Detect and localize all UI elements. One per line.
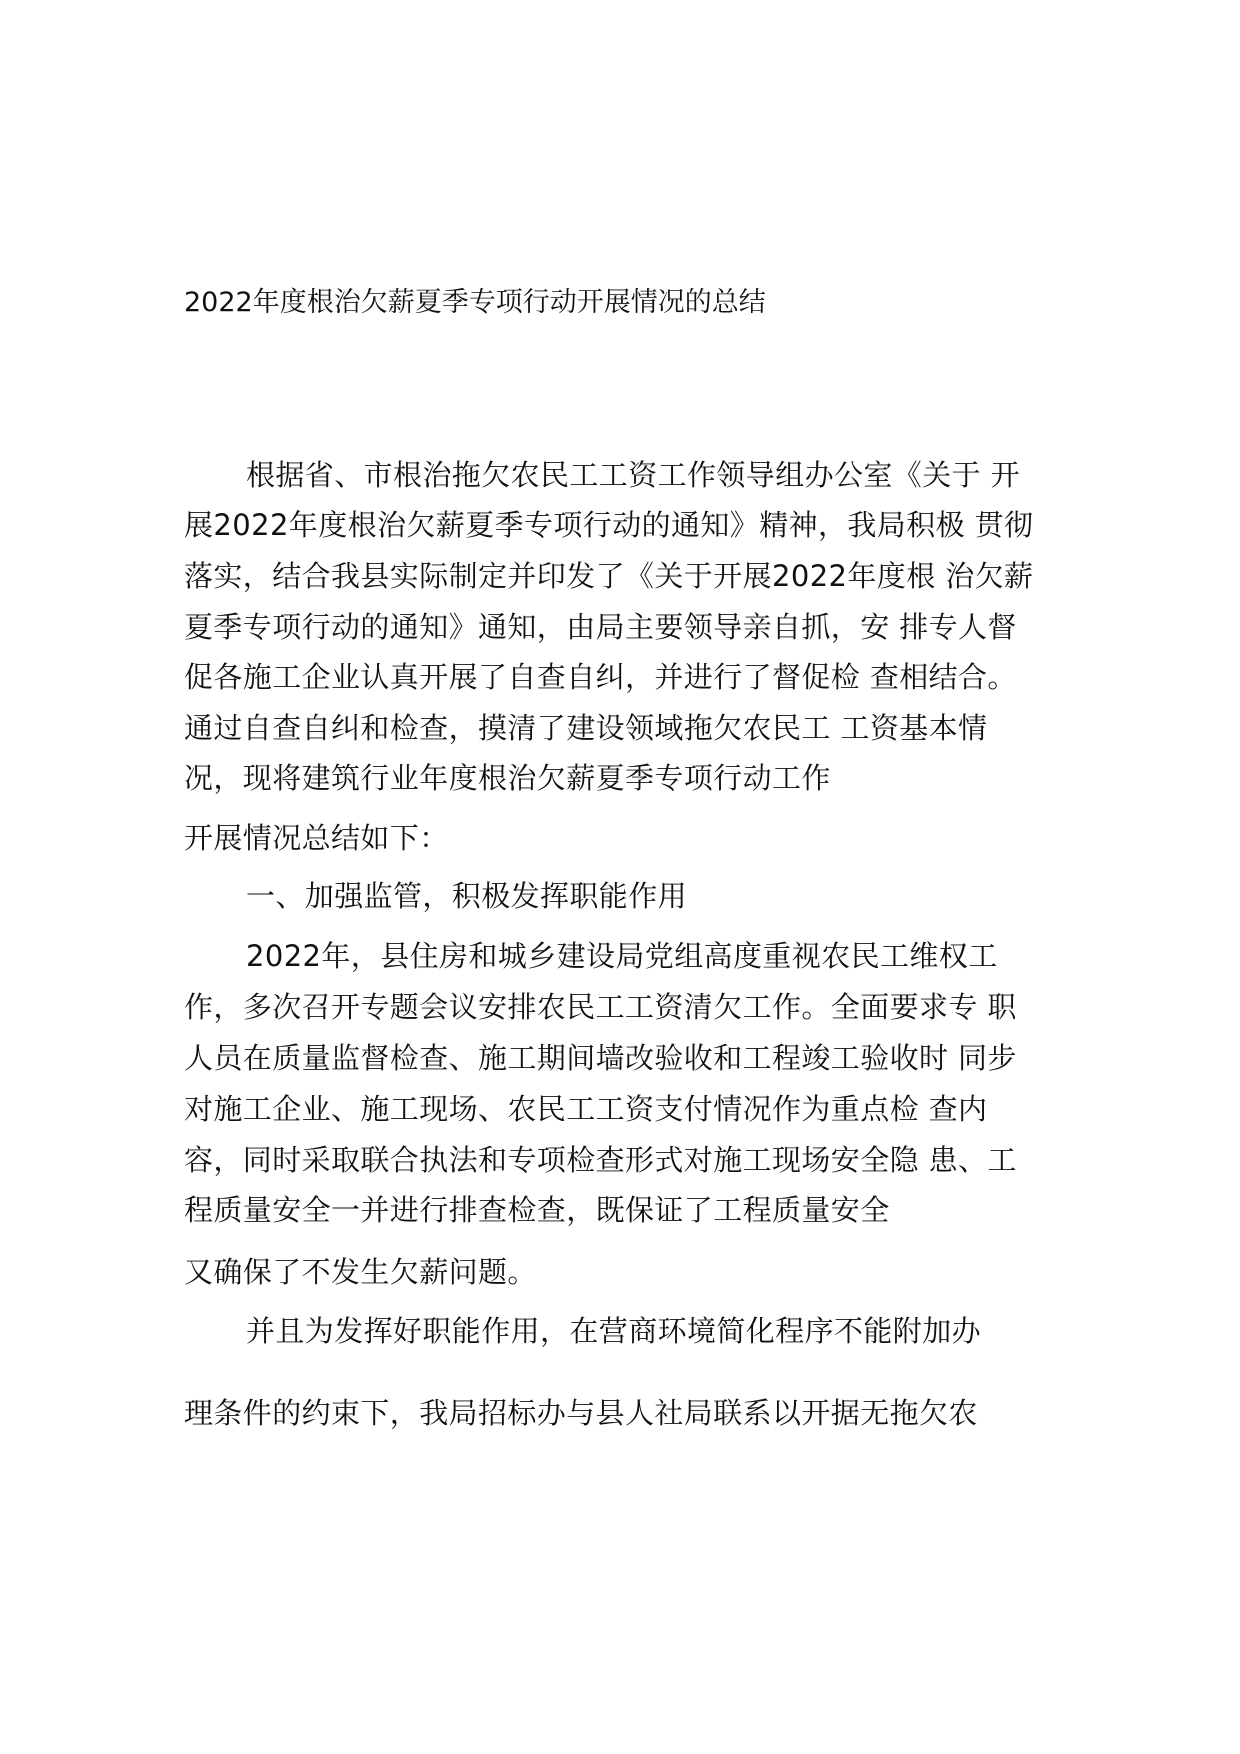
- paragraph-line: 落实，结合我县实际制定并印发了《关于开展2022年度根 治欠薪: [184, 559, 1034, 593]
- paragraph-line: 开展情况总结如下：: [184, 821, 449, 855]
- section-heading: 一、加强监管，积极发挥职能作用: [246, 879, 688, 913]
- document-title: 2022年度根治欠薪夏季专项行动开展情况的总结: [184, 287, 766, 318]
- paragraph-line: 促各施工企业认真开展了自查自纠，并进行了督促检 查相结合。: [184, 660, 1017, 694]
- paragraph-line: 又确保了不发生欠薪问题。: [184, 1255, 537, 1289]
- paragraph-line: 对施工企业、施工现场、农民工工资支付情况作为重点检 查内: [184, 1092, 988, 1126]
- paragraph-line: 并且为发挥好职能作用，在营商环境简化程序不能附加办: [246, 1314, 982, 1348]
- paragraph-line: 况，现将建筑行业年度根治欠薪夏季专项行动工作: [184, 761, 831, 795]
- paragraph-line: 展2022年度根治欠薪夏季专项行动的通知》精神，我局积极 贯彻: [184, 508, 1034, 542]
- paragraph-line: 根据省、市根治拖欠农民工工资工作领导组办公室《关于 开: [246, 458, 1021, 492]
- paragraph-line: 夏季专项行动的通知》通知，由局主要领导亲自抓，安 排专人督: [184, 610, 1017, 644]
- paragraph-line: 作，多次召开专题会议安排农民工工资清欠工作。全面要求专 职: [184, 990, 1017, 1024]
- paragraph-line: 程质量安全一并进行排查检查，既保证了工程质量安全: [184, 1193, 890, 1227]
- paragraph-line: 理条件的约束下，我局招标办与县人社局联系以开据无拖欠农: [184, 1396, 978, 1430]
- paragraph-line: 通过自查自纠和检查，摸清了建设领域拖欠农民工 工资基本情: [184, 711, 988, 745]
- paragraph-line: 人员在质量监督检查、施工期间墙改验收和工程竣工验收时 同步: [184, 1041, 1017, 1075]
- paragraph-line: 容，同时采取联合执法和专项检查形式对施工现场安全隐 患、工: [184, 1143, 1017, 1177]
- paragraph-line: 2022年，县住房和城乡建设局党组高度重视农民工维权工: [246, 939, 998, 973]
